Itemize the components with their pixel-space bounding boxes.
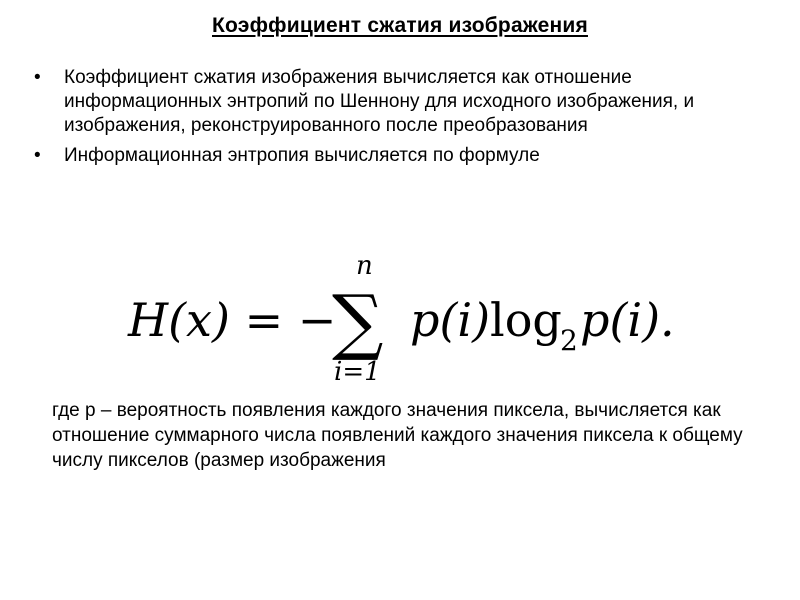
bullet-text: Коэффициент сжатия изображения вычисляется как отношение информационных энтропий по Шеннону для исходного изображения, и изображения, реконструированного после преобразования — [64, 67, 695, 136]
formula-upper-limit: n — [356, 251, 373, 281]
formula-lhs: H(x) = − — [128, 293, 337, 347]
formula-log-base: 2 — [560, 324, 578, 357]
bullet-marker: • — [34, 145, 41, 166]
bullet-list — [30, 66, 750, 174]
formula-svg — [120, 250, 700, 390]
formula-log: log — [490, 293, 562, 347]
formula-lower-limit: i=1 — [334, 357, 381, 387]
bullet-marker: • — [34, 67, 41, 88]
slide-title: Коэффициент сжатия изображения — [212, 14, 588, 37]
entropy-formula — [120, 250, 700, 390]
bullet-item — [30, 144, 750, 168]
explanation-text: где p – вероятность появления каждого значения пиксела, вычисляется как отношение суммарного числа появлений каждого значения пиксела к общему числу пикселов (размер изображения — [52, 400, 743, 471]
bullet-item — [30, 66, 750, 138]
formula-sum-symbol: ∑ — [332, 279, 384, 363]
bullet-text: Информационная энтропия вычисляется по формуле — [64, 145, 540, 166]
formula-term-p2: p(i). — [580, 293, 675, 347]
formula-term-p: p(i) — [410, 293, 491, 347]
